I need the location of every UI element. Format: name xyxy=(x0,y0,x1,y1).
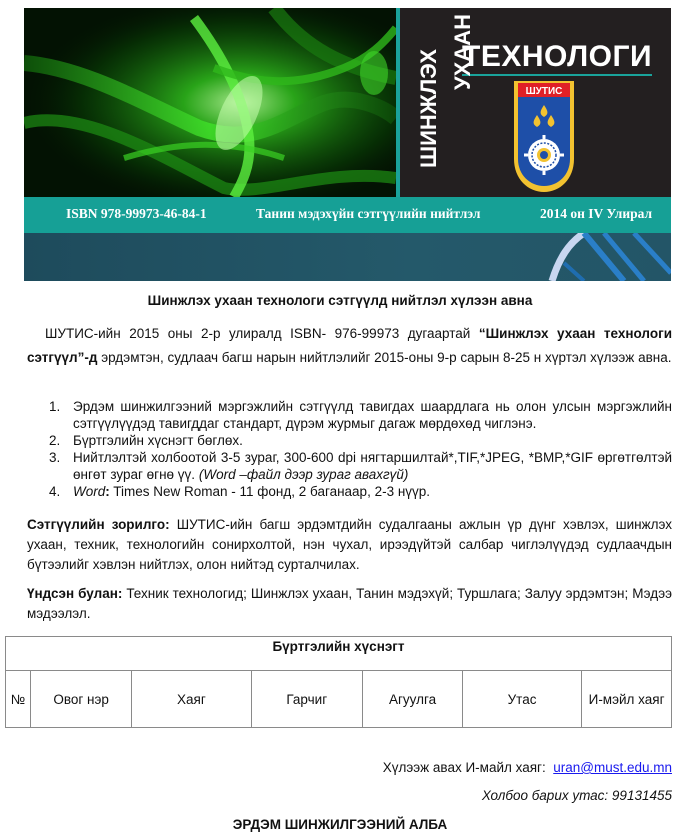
green-abstract-artwork xyxy=(24,8,396,197)
title-vertical-ukhaan: УХААН xyxy=(450,13,475,90)
phone-contact: Холбоо барих утас: 99131455 xyxy=(481,788,672,803)
requirement-item: 3. Нийтлэлтэй холбоотой 3-5 зураг, 300-600 dpi нягтаршилтай*,TIF,*JPEG, *BMP,*GIF өргөтгөлтэй өнгөт зураг өгнө үү. (Word –файл дээр зураг авахгүй) xyxy=(49,450,672,482)
requirement-note: (Word –файл дээр зураг авахгүй) xyxy=(198,467,409,482)
emblem-label: ШУТИС xyxy=(525,86,563,97)
column-header-number: № xyxy=(6,671,31,728)
requirements-list xyxy=(27,398,672,500)
title-technology: ТЕХНОЛОГИ xyxy=(462,40,653,73)
green-swirl-graphic xyxy=(24,8,396,197)
column-header-phone: Утас xyxy=(462,671,581,728)
column-header-name: Овог нэр xyxy=(30,671,132,728)
dna-helix-graphic xyxy=(24,233,671,281)
email-label: Хүлээж авах И-майл хаяг: xyxy=(382,760,546,775)
purpose-text: ШУТИС-ийн багш эрдэмтдийн судалгааны ажлын үр дүнг хэвлэх, шинжлэх ухаан, техник, технологийн сонирхолтой, нэн чухал, ирээдүйтэй салбар чиглэлүүдэд судлаачдын бүтээлийг хэвлэн нийтлэх, олон нийтэд сурталчилах. xyxy=(27,517,672,572)
requirement-item: 4. Word: Times New Roman - 11 фонд, 2 баганаар, 2-3 нүүр. xyxy=(49,484,431,499)
isbn-label: ISBN 978-99973-46-84-1 xyxy=(66,206,207,221)
intro-paragraph xyxy=(27,322,672,370)
cover-info-strip xyxy=(24,197,671,233)
column-header-address: Хаяг xyxy=(132,671,251,728)
title-vertical-shinjlekh: ШИНЖЛЭХ xyxy=(416,49,441,168)
journal-name: “Шинжлэх ухаан технологи сэтгүүл”-д xyxy=(27,326,672,365)
sections-label: Үндсэн булан: xyxy=(27,586,123,601)
registration-table xyxy=(5,636,672,728)
journal-sections xyxy=(27,584,672,624)
table-caption: Бүртгэлийн хүснэгт xyxy=(6,637,672,671)
requirement-item: 1. Эрдэм шинжилгээний мэргэжлийн сэтгүүлд тавигдах шаардлага нь олон улсын мэргэжлийн сэтгүүлүүдэд тавигддаг стандарт, дүрэм журмыг дагаж мөрдөхөд чиглэнэ. xyxy=(49,399,672,431)
column-header-email: И-мэйл хаяг xyxy=(582,671,672,728)
email-link[interactable]: uran@must.edu.mn xyxy=(553,760,672,775)
email-contact xyxy=(383,760,672,775)
department-signature: ЭРДЭМ ШИНЖИЛГЭЭНИЙ АЛБА xyxy=(232,817,448,832)
issue-label: 2014 он IV Улирал xyxy=(540,206,653,221)
cover-subtitle: Танин мэдэхүйн сэтгүүлийн нийтлэл xyxy=(256,206,481,221)
title-underline xyxy=(462,74,652,76)
purpose-label: Сэтгүүлийн зорилго: xyxy=(27,517,170,532)
journal-title-panel xyxy=(400,8,671,197)
document-title: Шинжлэх ухаан технологи сэтгүүлд нийтлэл хүлээн авна xyxy=(147,293,533,308)
intro-text-1: ШУТИС-ийн 2015 оны 2-р улиралд ISBN- 976-99973 дугаартай xyxy=(45,326,479,341)
journal-cover-banner xyxy=(24,8,671,281)
must-emblem-icon xyxy=(512,79,576,194)
table-header-row xyxy=(6,671,672,728)
column-header-content: Агуулга xyxy=(363,671,463,728)
column-header-title: Гарчиг xyxy=(251,671,363,728)
journal-purpose xyxy=(27,515,672,575)
sections-text: Техник технологид; Шинжлэх ухаан, Танин мэдэхүй; Туршлага; Залуу эрдэмтэн; Мэдээ мэдээлэл. xyxy=(27,586,672,621)
dna-band xyxy=(24,233,671,281)
requirement-item: 2. Бүртгэлийн хүснэгт бөглөх. xyxy=(49,433,243,448)
intro-text-2: эрдэмтэн, судлаач багш нарын нийтлэлийг 2015-оны 9-р сарын 8-25 н хүртэл хүлээж авна. xyxy=(97,350,672,365)
